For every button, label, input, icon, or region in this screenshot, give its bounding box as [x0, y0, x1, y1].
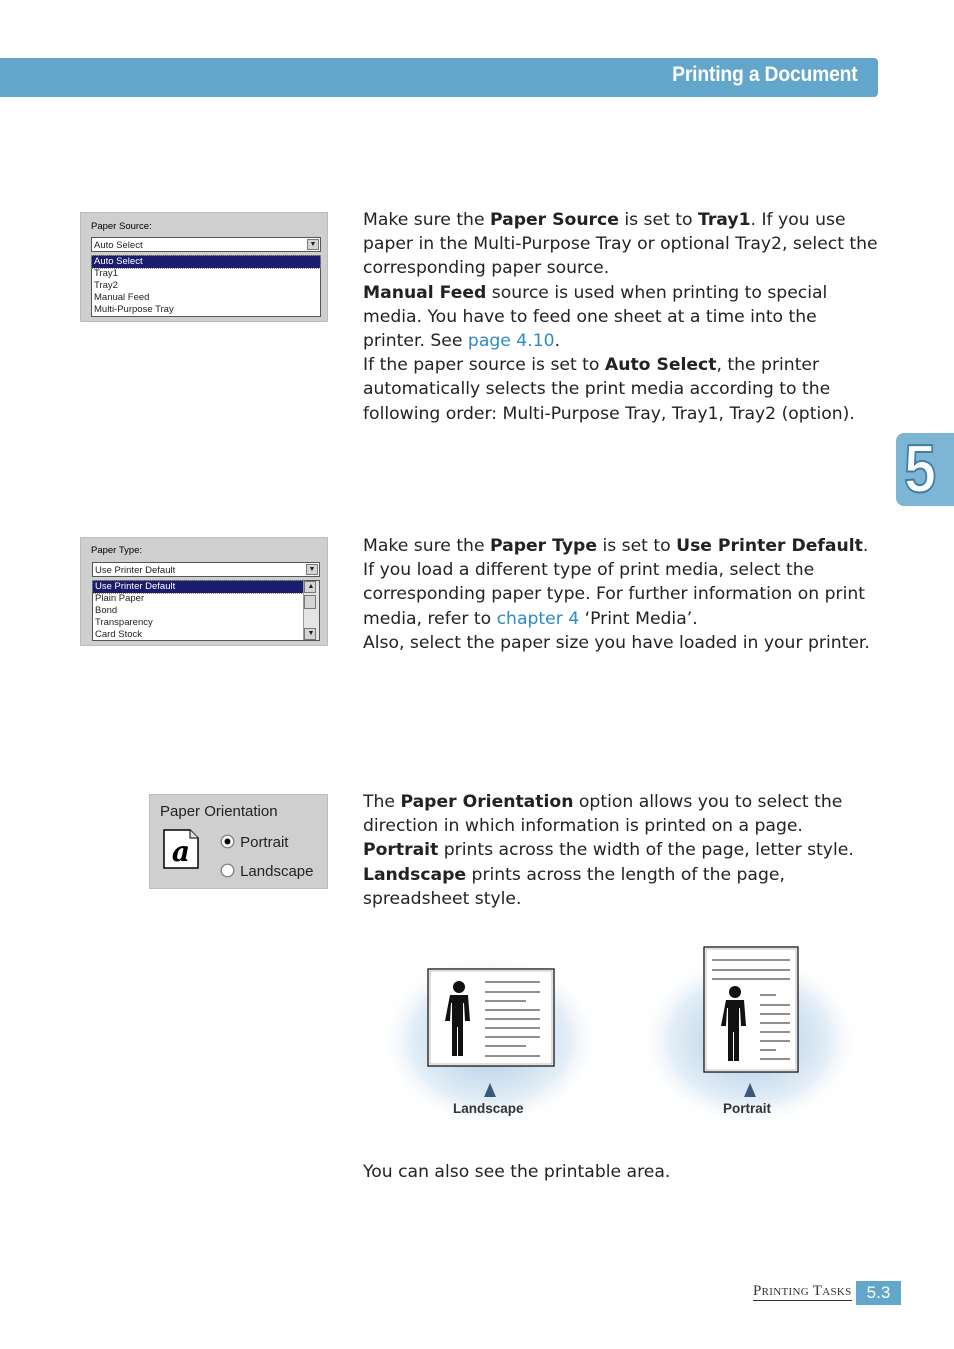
portrait-caption: Portrait — [723, 1101, 772, 1116]
header-bar — [0, 58, 878, 97]
landscape-label: Landscape — [240, 863, 314, 880]
paper-type-label: Paper Type: — [91, 545, 143, 556]
paragraph: Make sure the Paper Type is set to Use Printer Default. — [363, 536, 869, 556]
paper-source-dialog — [80, 212, 328, 322]
paper-source-description — [363, 208, 883, 426]
paragraph: If you load a different type of print media, select the corresponding paper type. For further information on print media, refer to chapter 4 ‘Print Media’. — [363, 560, 865, 629]
orientation-description: The Paper Orientation option allows you to select the direction in which information is printed on a page. Portrait prints across the width of the page, letter style. Landscape prints across the length of the page, spreadsheet style. — [363, 792, 854, 909]
chapter-link[interactable]: chapter 4 — [496, 608, 580, 629]
list-item[interactable]: Auto Select — [92, 256, 320, 268]
paper-type-selected: Use Printer Default — [95, 565, 176, 576]
list-item[interactable]: Bond — [95, 605, 118, 616]
paragraph: Make sure the Paper Source is set to Tray1. If you use paper in the Multi-Purpose Tray or optional Tray2, select the corresponding paper source. — [363, 210, 878, 279]
paper-type-select[interactable] — [92, 562, 320, 577]
footer-section-label: Printing Tasks — [753, 1283, 852, 1299]
closing-text: You can also see the printable area. — [363, 1162, 671, 1182]
chevron-down-icon[interactable]: ▼ — [306, 564, 318, 575]
chapter-number: 5 — [904, 431, 937, 507]
page-number: 5.3 — [856, 1281, 901, 1305]
paper-type-description — [363, 534, 883, 655]
orientation-letter-icon — [163, 829, 199, 869]
paper-type-list[interactable] — [92, 580, 320, 641]
paper-orientation-dialog — [149, 794, 328, 889]
svg-text:a: a — [171, 835, 191, 868]
scrollbar[interactable] — [303, 581, 319, 640]
landscape-page-icon — [428, 969, 554, 1066]
page-title: Printing a Document — [672, 63, 858, 86]
scroll-up-icon[interactable]: ▲ — [304, 581, 316, 593]
landscape-caption: Landscape — [453, 1101, 524, 1116]
paper-source-selected: Auto Select — [94, 240, 143, 251]
portrait-radio[interactable] — [220, 832, 288, 851]
landscape-radio[interactable] — [220, 861, 314, 880]
list-item[interactable]: Tray2 — [94, 280, 118, 291]
paper-source-list[interactable] — [91, 255, 321, 317]
list-item[interactable]: Tray1 — [94, 268, 118, 279]
scroll-thumb[interactable] — [304, 595, 316, 609]
paper-type-dialog — [80, 537, 328, 646]
radio-checked-icon[interactable] — [220, 834, 235, 849]
list-item[interactable]: Use Printer Default — [93, 581, 305, 593]
portrait-page-icon — [704, 947, 798, 1072]
scroll-down-icon[interactable]: ▼ — [304, 628, 316, 640]
page-link[interactable]: page 4.10 — [467, 331, 555, 352]
radio-unchecked-icon[interactable] — [220, 863, 235, 878]
orientation-figure — [370, 935, 870, 1135]
paper-source-select[interactable] — [91, 237, 321, 252]
list-item[interactable]: Manual Feed — [94, 292, 150, 303]
list-item[interactable]: Multi-Purpose Tray — [94, 304, 174, 315]
paragraph: If the paper source is set to Auto Select, the printer automatically selects the print media according to the following order: Multi-Purpose Tray, Tray1, Tray2 (option). — [363, 355, 855, 424]
paragraph: Manual Feed source is used when printing to special media. You have to feed one sheet at a time into the printer. See page 4.10. — [363, 282, 828, 352]
chapter-tab — [896, 433, 954, 506]
list-item[interactable]: Plain Paper — [95, 593, 145, 604]
portrait-label: Portrait — [240, 834, 289, 851]
paper-orientation-label: Paper Orientation — [160, 803, 278, 820]
paper-source-label: Paper Source: — [91, 221, 152, 232]
paragraph: Also, select the paper size you have loaded in your printer. — [363, 632, 870, 653]
list-item[interactable]: Card Stock — [95, 629, 142, 640]
list-item[interactable]: Transparency — [95, 617, 153, 628]
chevron-down-icon[interactable]: ▼ — [307, 239, 319, 250]
